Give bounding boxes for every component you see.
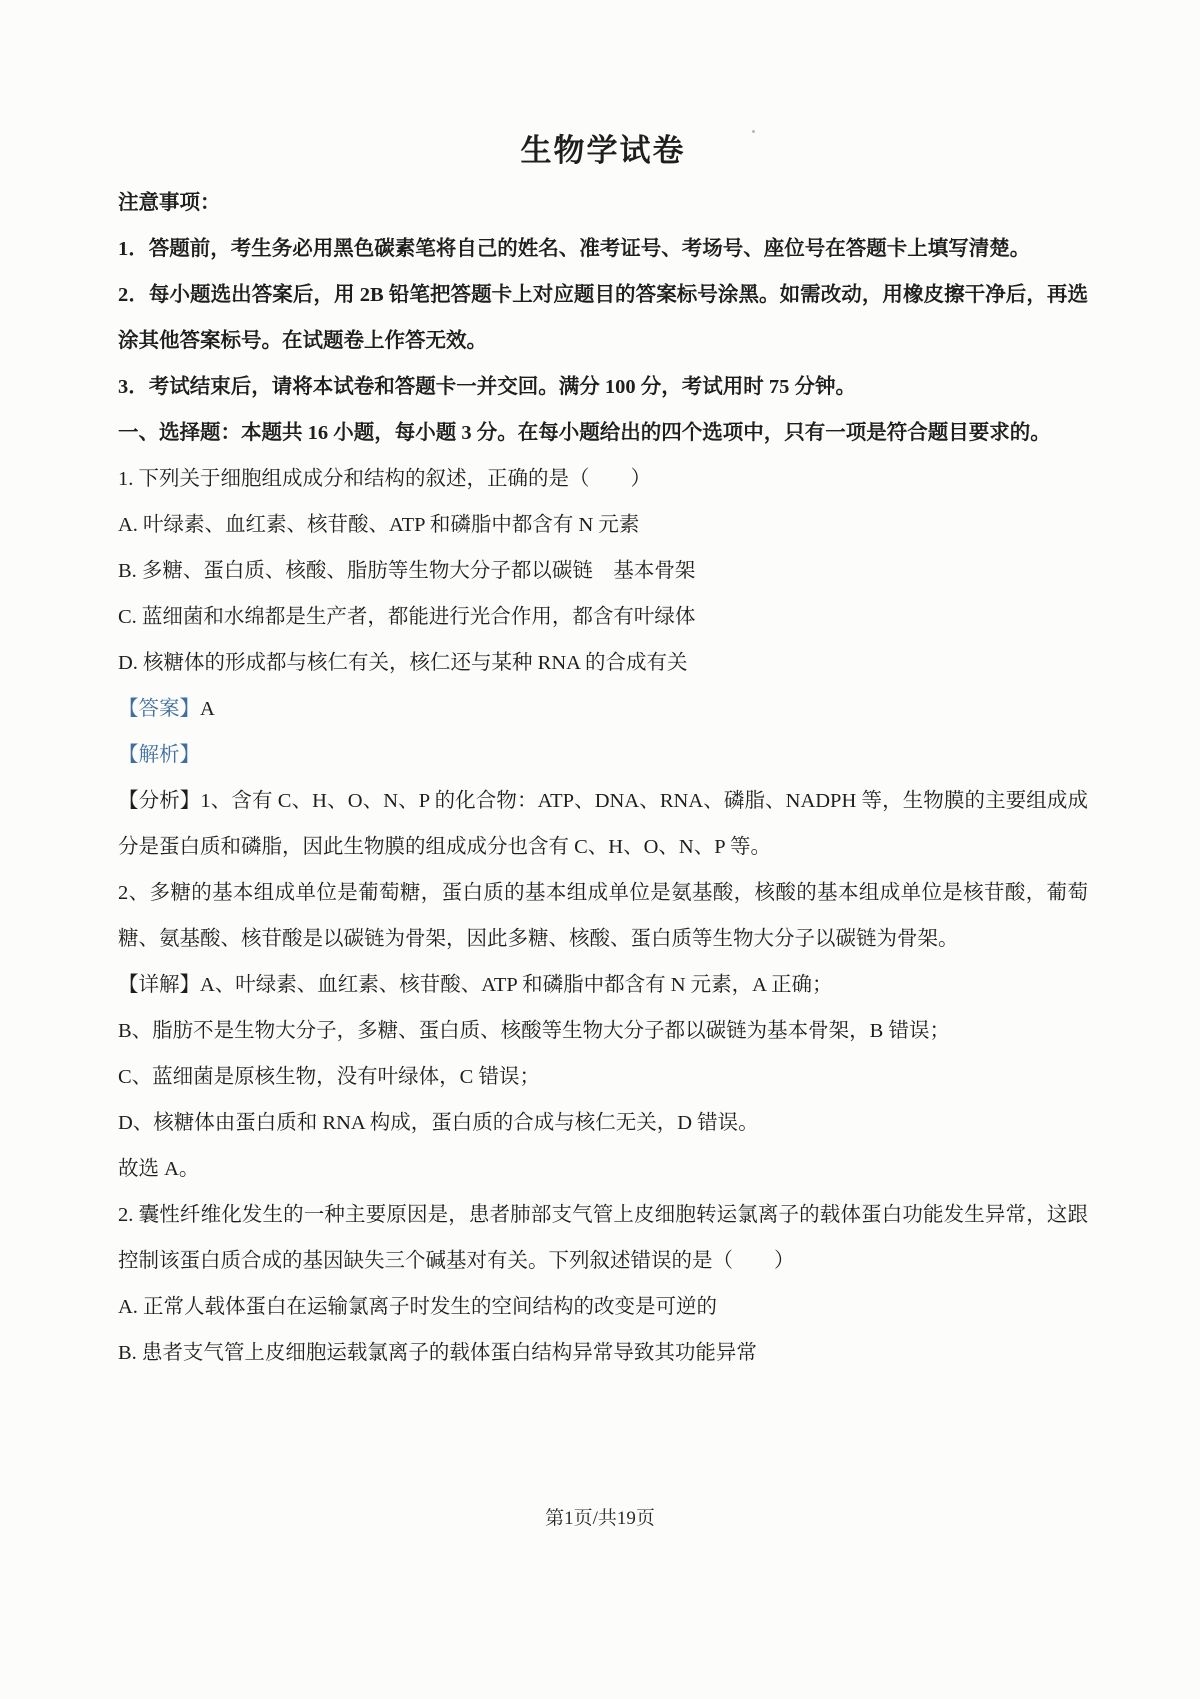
question-1-detail-c: C、蓝细菌是原核生物，没有叶绿体，C 错误； bbox=[118, 1066, 540, 1088]
question-1-option-a: A. 叶绿素、血红素、核苷酸、ATP 和磷脂中都含有 N 元素 bbox=[118, 514, 640, 536]
question-1-detail-d: D、核糖体由蛋白质和 RNA 构成，蛋白质的合成与核仁无关，D 错误。 bbox=[118, 1112, 759, 1134]
notice-item-1: 1．答题前，考生务必用黑色碳素笔将自己的姓名、准考证号、考场号、座位号在答题卡上填写清楚。 bbox=[118, 238, 1031, 260]
question-1-stem: 1. 下列关于细胞组成成分和结构的叙述，正确的是（ ） bbox=[118, 468, 651, 490]
analysis-tag: 【分析】 bbox=[118, 790, 201, 812]
notice-heading: 注意事项： bbox=[118, 192, 221, 214]
page-footer: 第1页/共19页 bbox=[545, 1508, 655, 1529]
question-2-option-a: A. 正常人载体蛋白在运输氯离子时发生的空间结构的改变是可逆的 bbox=[118, 1296, 718, 1318]
question-1-answer-line bbox=[118, 686, 1088, 732]
detail-a-text: A、叶绿素、血红素、核苷酸、ATP 和磷脂中都含有 N 元素，A 正确； bbox=[200, 974, 833, 996]
answer-value: A bbox=[200, 698, 215, 720]
question-1-option-c: C. 蓝细菌和水绵都是生产者，都能进行光合作用，都含有叶绿体 bbox=[118, 606, 696, 628]
question-2-stem: 2. 囊性纤维化发生的一种主要原因是，患者肺部支气管上皮细胞转运氯离子的载体蛋白功能发生异常，这跟控制该蛋白质合成的基因缺失三个碱基对有关。下列叙述错误的是（ ） bbox=[118, 1204, 1088, 1272]
question-1-analysis-2: 2、多糖的基本组成单位是葡萄糖，蛋白质的基本组成单位是氨基酸，核酸的基本组成单位是核苷酸，葡萄糖、氨基酸、核苷酸是以碳链为骨架，因此多糖、核酸、蛋白质等生物大分子以碳链为骨架。 bbox=[118, 882, 1088, 950]
scan-artifact-dot bbox=[752, 130, 755, 133]
question-1-detail-a bbox=[118, 962, 1088, 1008]
notice-item-3: 3．考试结束后，请将本试卷和答题卡一并交回。满分 100 分，考试用时 75 分钟。 bbox=[118, 376, 856, 398]
section-heading: 一、选择题：本题共 16 小题，每小题 3 分。在每小题给出的四个选项中，只有一项是符合题目要求的。 bbox=[118, 422, 1051, 444]
exam-title: 生物学试卷 bbox=[520, 133, 686, 168]
question-1-conclusion: 故选 A。 bbox=[118, 1158, 200, 1180]
question-1-option-b: B. 多糖、蛋白质、核酸、脂肪等生物大分子都以碳链 基本骨架 bbox=[118, 560, 696, 582]
analysis-1-text: 1、含有 C、H、O、N、P 的化合物：ATP、DNA、RNA、磷脂、NADPH 等，生物膜的主要组成成分是蛋白质和磷脂，因此生物膜的组成成分也含有 C、H、O、N、P 等。 bbox=[118, 790, 1089, 858]
question-1-analysis-label bbox=[118, 732, 1088, 778]
notice-item-2: 2．每小题选出答案后，用 2B 铅笔把答题卡上对应题目的答案标号涂黑。如需改动，用橡皮擦干净后，再选涂其他答案标号。在试题卷上作答无效。 bbox=[118, 284, 1088, 352]
question-2-option-b: B. 患者支气管上皮细胞运载氯离子的载体蛋白结构异常导致其功能异常 bbox=[118, 1342, 757, 1364]
question-1-analysis-1 bbox=[118, 778, 1088, 870]
analysis-label: 【解析】 bbox=[118, 744, 200, 766]
answer-label: 【答案】 bbox=[118, 698, 200, 720]
detail-tag: 【详解】 bbox=[118, 974, 200, 996]
question-1-detail-b: B、脂肪不是生物大分子，多糖、蛋白质、核酸等生物大分子都以碳链为基本骨架，B 错误； bbox=[118, 1020, 950, 1042]
question-1-option-d: D. 核糖体的形成都与核仁有关，核仁还与某种 RNA 的合成有关 bbox=[118, 652, 688, 674]
